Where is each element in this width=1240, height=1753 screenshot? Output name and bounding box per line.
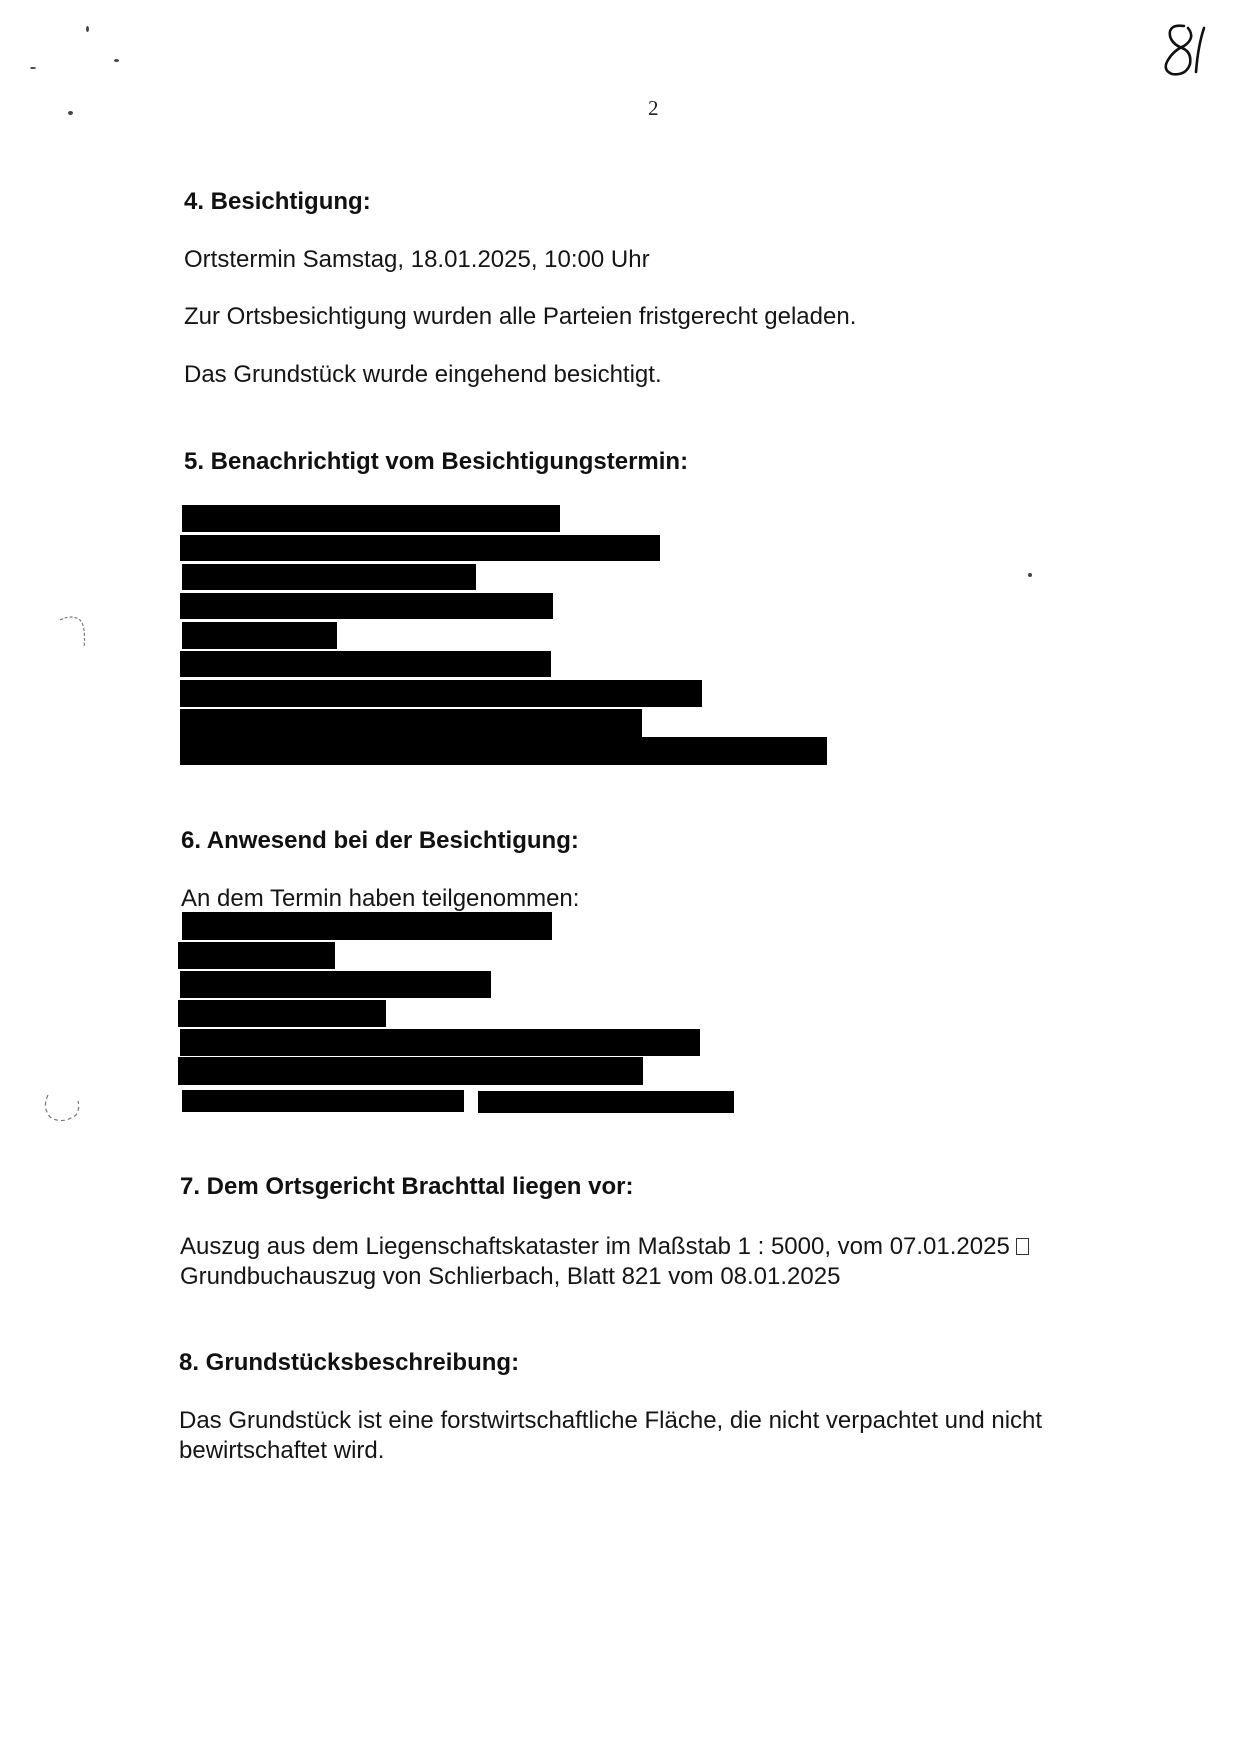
- scan-speck: [86, 26, 89, 32]
- scan-speck: [1028, 573, 1032, 577]
- section-6-intro: An dem Termin haben teilgenommen:: [181, 885, 580, 912]
- scan-punch-mark: [42, 1093, 86, 1125]
- scan-speck: [114, 59, 119, 62]
- section-7-heading: 7. Dem Ortsgericht Brachttal liegen vor:: [180, 1173, 634, 1200]
- page-number: 2: [648, 96, 659, 120]
- section-8-heading: 8. Grundstücksbeschreibung:: [179, 1349, 520, 1376]
- redaction-bar: [182, 505, 560, 532]
- redaction-bar: [178, 1000, 386, 1027]
- redaction-bar: [180, 737, 827, 765]
- section-7-line: [180, 1232, 1029, 1262]
- section-8-line: Das Grundstück ist eine forstwirtschaftliche Fläche, die nicht verpachtet und nicht: [179, 1407, 1043, 1434]
- handwritten-page-number: [1158, 22, 1208, 78]
- redaction-bar: [178, 1057, 643, 1085]
- redaction-bar: [180, 651, 551, 677]
- redaction-bar: [182, 912, 552, 940]
- redaction-bar: [182, 564, 476, 590]
- redaction-bar: [182, 1090, 464, 1112]
- redaction-bar: [478, 1091, 734, 1113]
- redaction-bar: [180, 971, 491, 998]
- redaction-bar: [182, 622, 337, 649]
- section-4-line: Zur Ortsbesichtigung wurden alle Parteien fristgerecht geladen.: [184, 303, 857, 330]
- scan-punch-mark: [58, 614, 92, 650]
- section-4-line: Das Grundstück wurde eingehend besichtigt.: [184, 361, 662, 388]
- scan-speck: [68, 111, 73, 115]
- section-7-line-text: Auszug aus dem Liegenschaftskataster im Maßstab 1 : 5000, vom 07.01.2025: [180, 1233, 1010, 1260]
- section-7-line: Grundbuchauszug von Schlierbach, Blatt 821 vom 08.01.2025: [180, 1263, 841, 1290]
- checkbox-glyph-icon: [1016, 1238, 1029, 1255]
- section-4-heading: 4. Besichtigung:: [184, 188, 371, 215]
- redaction-bar: [178, 942, 335, 969]
- redaction-bar: [180, 593, 553, 619]
- section-4-line: Ortstermin Samstag, 18.01.2025, 10:00 Uhr: [184, 246, 650, 273]
- section-6-heading: 6. Anwesend bei der Besichtigung:: [181, 827, 579, 854]
- redaction-bar: [180, 709, 642, 737]
- redaction-bar: [180, 680, 702, 707]
- section-5-heading: 5. Benachrichtigt vom Besichtigungstermin:: [184, 448, 689, 475]
- redaction-bar: [180, 535, 660, 561]
- section-8-line: bewirtschaftet wird.: [179, 1437, 385, 1464]
- redaction-bar: [180, 1029, 700, 1056]
- scan-speck: [30, 67, 36, 69]
